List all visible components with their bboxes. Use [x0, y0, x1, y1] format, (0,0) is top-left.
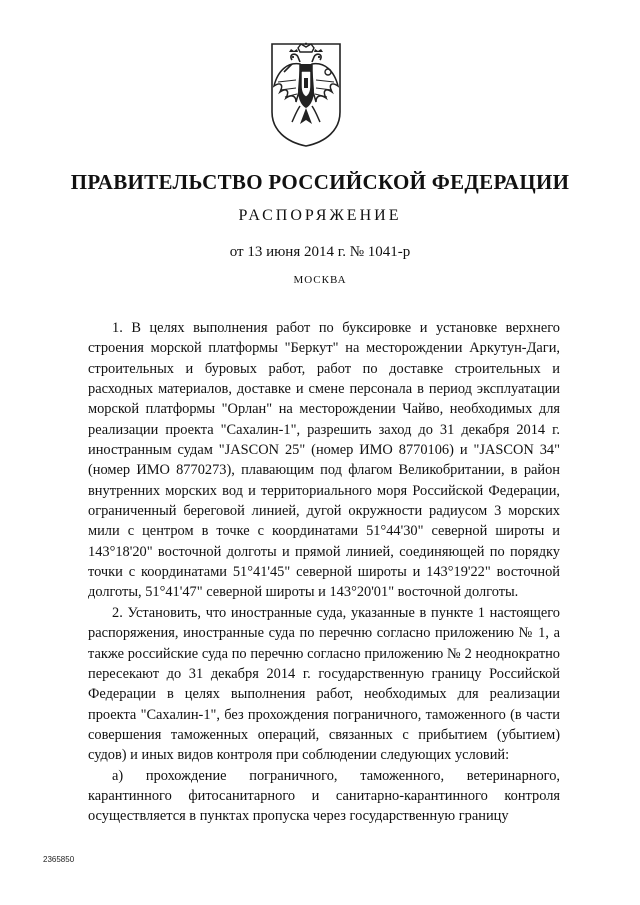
paragraph-1: 1. В целях выполнения работ по буксировке и установке верхнего строения морской платформы "Беркут" на месторождении Аркутун-Даги, строительных и буровых работ, работ по доставке строительных и расходных материалов, доставке и смене персонала в период эксплуатации морской платформы "Орлан" на месторождении Чайво, необходимых для реализации проекта "Сахалин-1", разрешить заход до 31 декабря 2014 г. иностранным судам "JASCON 25" (номер ИМО 8770106) и "JASCON 34" (номер ИМО 8770273), плавающим под флагом Великобритании, в район внутренних морских вод и территориального моря Российской Федерации, ограниченный береговой линией, дугой окружности радиусом 3 морских мили с центром в точке с координатами 51°44'30" северной широты и 143°18'20" восточной долготы и прямой линией, соединяющей по порядку точки с координатами 51°41'45" северной широты и 143°19'22" восточной долготы, 51°41'47" северной широты и 143°20'01" восточной долготы.: [88, 320, 560, 601]
document-city: МОСКВА: [293, 274, 347, 286]
document-type: РАСПОРЯЖЕНИЕ: [238, 207, 402, 224]
paragraph-2: 2. Установить, что иностранные суда, указанные в пункте 1 настоящего распоряжения, иностранные суда по перечню согласно приложению № 1, а также российские суда по перечню согласно приложению № 2 неоднократно пересекают до 31 декабря 2014 г. государственную границу Российской Федерации в целях выполнения работ, необходимых для реализации проекта "Сахалин-1", без прохождения пограничного, таможенного (в части совершения таможенных операций, связанных с прибытием (убытием) судов) и иных видов контроля при соблюдении следующих условий:: [88, 604, 560, 764]
organization-title: ПРАВИТЕЛЬСТВО РОССИЙСКОЙ ФЕДЕРАЦИИ: [70, 170, 570, 194]
document-date-number: от 13 июня 2014 г. № 1041-р: [229, 244, 411, 260]
document-code: 2365850: [43, 855, 75, 864]
coat-of-arms-icon: [270, 42, 342, 148]
document-body: [88, 318, 560, 827]
paragraph-2a: а) прохождение пограничного, таможенного, ветеринарного, карантинного фитосанитарного и санитарно-карантинного контроля осуществляется в пунктах пропуска через государственную границу: [88, 767, 560, 825]
